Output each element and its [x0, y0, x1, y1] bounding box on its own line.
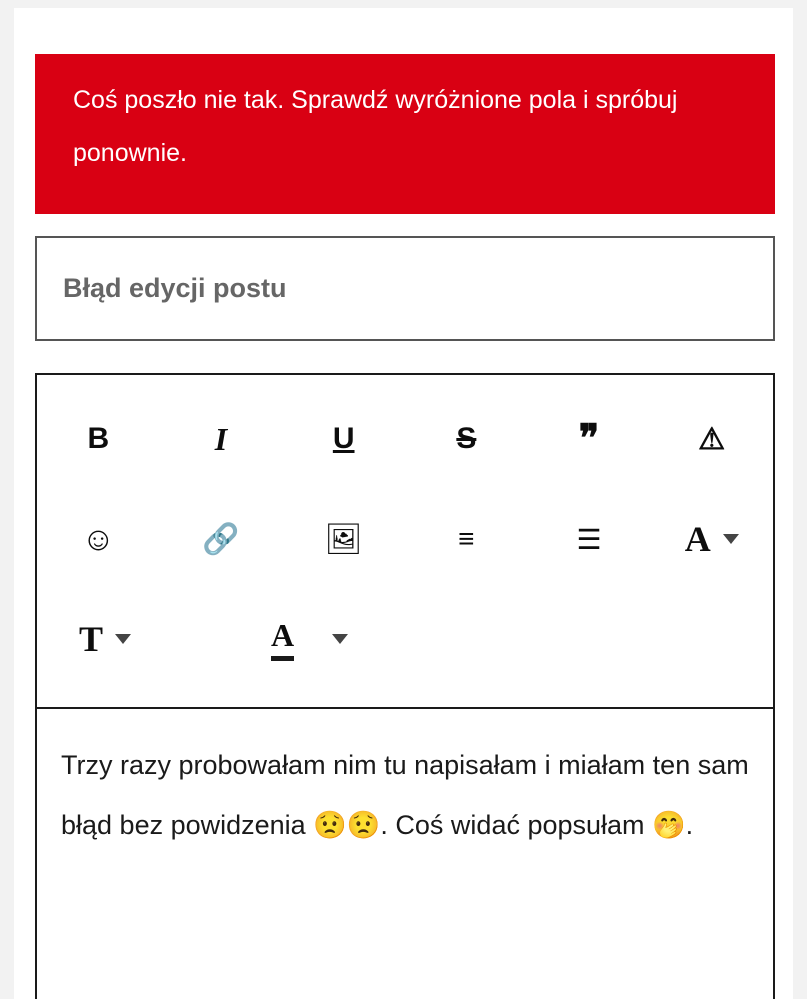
chevron-down-icon[interactable]: [115, 634, 131, 644]
underline-glyph: U: [332, 422, 355, 455]
toolbar-row-3: [37, 589, 773, 689]
font-size-glyph: T: [79, 619, 104, 659]
link-glyph: 🔗: [202, 522, 240, 556]
strikethrough-glyph: S: [456, 422, 477, 455]
post-title-input[interactable]: [35, 236, 775, 341]
editor-body[interactable]: Trzy razy probowałam nim tu napisałam i miałam ten sam błąd bez powidzenia 😟😟. Coś widać popsułam 🤭.: [61, 750, 749, 840]
blockquote-glyph: ❞: [578, 417, 600, 460]
font-family-glyph: A: [684, 519, 711, 559]
image-glyph: 🖼: [324, 522, 363, 556]
top-strip: [0, 0, 807, 8]
italic-icon[interactable]: [160, 389, 283, 489]
unordered-list-icon[interactable]: [528, 489, 651, 589]
post-title-value: Błąd edycji postu: [63, 273, 287, 303]
error-banner: Coś poszło nie tak. Sprawdź wyróżnione pola i spróbuj ponownie.: [35, 54, 775, 214]
image-icon[interactable]: [282, 489, 405, 589]
bold-icon[interactable]: [37, 389, 160, 489]
left-gutter: [0, 0, 14, 999]
bold-glyph: B: [87, 422, 110, 455]
chevron-down-icon[interactable]: [332, 634, 348, 644]
content-area: [14, 8, 793, 999]
font-family-icon[interactable]: [650, 489, 773, 589]
toolbar-row-2: [37, 489, 773, 589]
blockquote-icon[interactable]: [528, 389, 651, 489]
chevron-down-icon[interactable]: [723, 534, 739, 544]
strikethrough-icon[interactable]: [405, 389, 528, 489]
text-color-icon[interactable]: [229, 589, 441, 689]
spoiler-alert-icon[interactable]: [650, 389, 773, 489]
underline-icon[interactable]: [282, 389, 405, 489]
ordered-list-icon[interactable]: [405, 489, 528, 589]
italic-glyph: I: [214, 420, 228, 457]
emoji-icon[interactable]: [37, 489, 160, 589]
rich-text-editor: [35, 373, 775, 999]
emoji-glyph: ☺: [81, 520, 116, 557]
right-gutter: [793, 0, 807, 999]
ordered-list-glyph: ≡: [458, 523, 475, 554]
toolbar-row-1: [37, 389, 773, 489]
editor-toolbar: [37, 375, 773, 709]
text-color-glyph: A: [271, 617, 294, 661]
link-icon[interactable]: [160, 489, 283, 589]
spoiler-alert-glyph: ⚠: [698, 422, 726, 456]
font-size-icon[interactable]: [37, 589, 229, 689]
unordered-list-glyph: ☰: [576, 523, 602, 555]
